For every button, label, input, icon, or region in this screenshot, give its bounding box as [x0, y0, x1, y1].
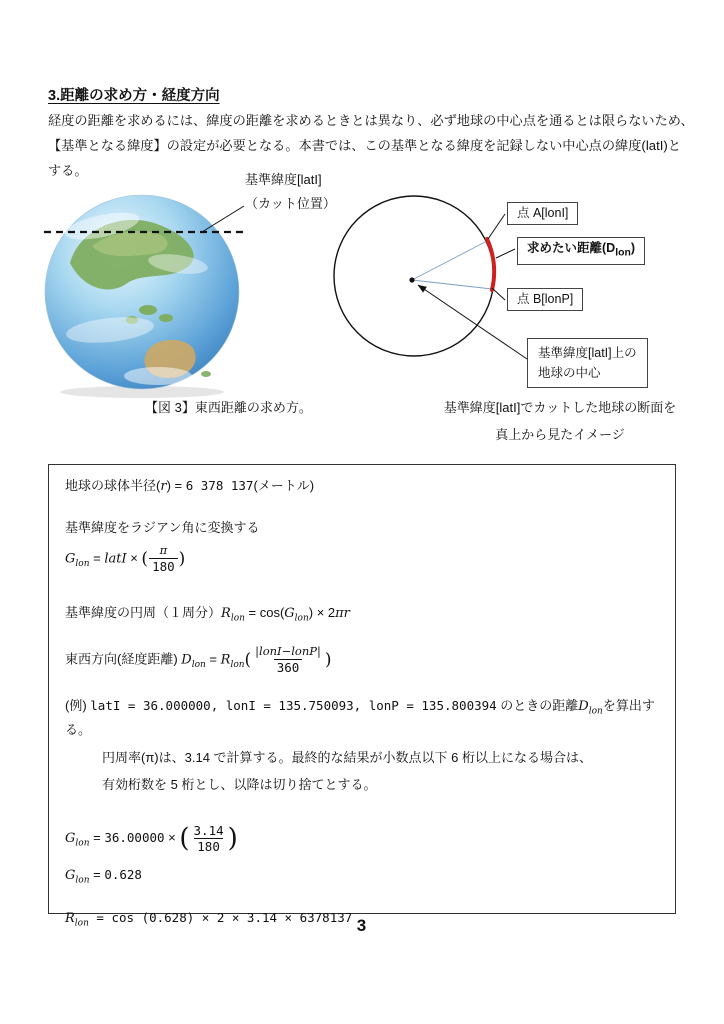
- example-line: (例) latI = 36.000000, lonI = 135.750093, lonP = 135.800394 のときの距離$D_{lon}$を算出する。: [65, 698, 655, 737]
- formula-g-result: $G_{lon} = 0.628$: [65, 866, 142, 886]
- pi-note-line: 円周率(π)は、3.14 で計算する。最終的な結果が小数点以下 6 桁以上になる場合は、: [102, 749, 592, 765]
- cut-position-label-line2: （カット位置）: [245, 196, 336, 211]
- earth-globe-image: [45, 195, 239, 398]
- cross-section-diagram: [334, 196, 494, 356]
- target-distance-label: [517, 237, 645, 265]
- fraction-314-180: $\frac{3.14}{180}$: [193, 822, 224, 854]
- target-distance-close: ): [630, 241, 635, 255]
- formula-box: [48, 464, 676, 929]
- figure-caption-left: 【図 3】東西距離の求め方。: [145, 400, 312, 415]
- earth-center-label-line2: 地球の中心: [538, 366, 601, 380]
- intro-line-1: 経度の距離を求めるには、緯度の距離を求めるときとは異なり、必ず地球の中心点を通るとは限らないため、: [48, 113, 694, 128]
- formula-calc-r: $R_{lon} = \cos (0.628) \times 2 \times 3.14 \times 6378137$: [65, 910, 353, 929]
- target-distance-text: 求めたい距離(D: [527, 241, 616, 255]
- formula-g-lon: $G_{lon}$ = latI × ( $\frac{\pi}{180}$ ): [65, 543, 186, 574]
- figure-caption-right-line1: 基準緯度[latI]でカットした地球の断面を: [443, 400, 677, 415]
- earth-center-dot: [409, 277, 414, 282]
- figure-area: [40, 168, 724, 464]
- earth-center-label: [527, 338, 648, 388]
- point-a-label: 点 A[lonI]: [507, 202, 578, 225]
- digits-note-line: 有効桁数を 5 桁とし、以降は切り捨てとする。: [102, 776, 377, 792]
- formula-east-west-distance: 東西方向(経度距離) $D_{lon} = R_{lon}$( $\frac{\text{|lonI−lonP|}}{360}$ ): [65, 644, 332, 676]
- cut-position-label-line1: 基準緯度[latI]: [245, 172, 322, 187]
- radian-conversion-heading: 基準緯度をラジアン角に変換する: [65, 520, 260, 535]
- fraction-pi-180: $\frac{\pi}{180}$: [149, 544, 178, 574]
- figure-caption-right: [392, 394, 724, 448]
- page-number: 3: [356, 916, 368, 935]
- cut-label-pointer-line: [202, 206, 244, 232]
- fraction-lon-diff-360: $\frac{\text{|lonI−lonP|}}{360}$: [255, 644, 321, 676]
- formula-calc-g: $G_{lon} = 36.00000$ × ( $\frac{3.14}{180}$ ): [65, 822, 238, 854]
- target-distance-subscript: lon: [615, 247, 631, 259]
- cut-position-label: [245, 168, 336, 216]
- formula-circumference: 基準緯度の円周（１周分）$R_{lon} = \cos(G_{lon}) \times 2\pi r$: [65, 604, 350, 624]
- earth-center-label-line1: 基準緯度[latI]上の: [538, 346, 637, 360]
- intro-line-3: する。: [48, 163, 88, 178]
- earth-radius-line: 地球の球体半径(r) = 6 378 137(メートル): [65, 478, 315, 494]
- figure-caption-right-line2: 真上から見たイメージ: [495, 427, 625, 442]
- intro-line-2: 【基準となる緯度】の設定が必要となる。本書では、この基準となる緯度を記録しない中心点の緯度(latI)と: [48, 138, 681, 153]
- section-title: 3.距離の求め方・経度方向: [48, 88, 220, 104]
- point-b-label: 点 B[lonP]: [507, 288, 583, 311]
